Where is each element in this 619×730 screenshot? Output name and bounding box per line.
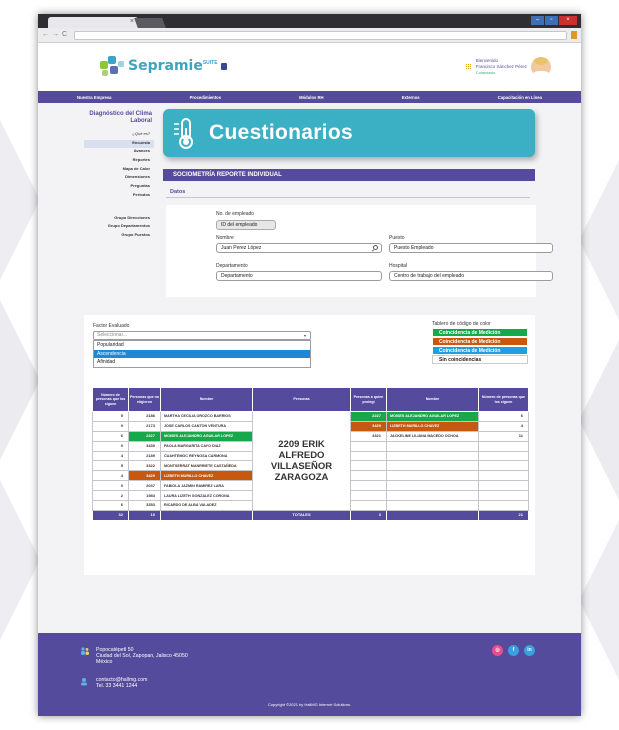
main-content — [38, 103, 581, 633]
sociometry-panel — [84, 315, 535, 575]
cell-protected-name — [387, 441, 479, 451]
cell-id: 2189 — [129, 451, 161, 461]
cell-protected-id — [351, 451, 387, 461]
factor-option-ascendencia[interactable]: Ascendencia — [94, 350, 310, 359]
new-tab-button[interactable] — [134, 18, 166, 28]
user-name[interactable]: Francisco Sánchez Pérez — [475, 64, 527, 69]
people-icon — [80, 647, 90, 656]
cell-id: 3353 — [129, 501, 161, 511]
cell-protected-name — [387, 501, 479, 511]
cell-followers: 4 — [93, 471, 129, 481]
legend-item-none: Sin coincidencias — [432, 355, 528, 364]
factor-option-afinidad[interactable]: Afinidad — [97, 359, 116, 365]
col-header: Nombre — [387, 388, 479, 412]
sidebar-item-avances[interactable]: Avances — [133, 148, 150, 154]
cell-followers: 0 — [93, 441, 129, 451]
chevron-down-icon: ▾ — [303, 333, 306, 338]
hospital-label: Hospital — [389, 263, 408, 269]
total-left-followers: 32 — [93, 510, 129, 520]
cell-id: 3429 — [129, 471, 161, 481]
cell-name: RICARDO DE ALBA VALADEZ — [161, 501, 253, 511]
factor-options — [93, 340, 311, 368]
cell-followers: 4 — [93, 451, 129, 461]
sidebar-item-grupo-direcciones[interactable]: Grupo Direcciones — [114, 214, 150, 220]
col-header: Nombre — [161, 388, 253, 412]
legend-item-blue: Coincidencia de Medición — [432, 346, 528, 355]
cell-id: 1983 — [129, 491, 161, 501]
cell-protected-name — [387, 491, 479, 501]
nombre-field[interactable] — [216, 243, 382, 253]
logo[interactable] — [96, 53, 227, 79]
address-line-1: Popocatépetl 50 — [96, 647, 134, 653]
tab-close-icon[interactable]: × — [129, 18, 134, 25]
logo-suffix: SUITE — [202, 60, 218, 66]
browser-titlebar — [38, 14, 581, 28]
factor-label: Factor Evaluado — [93, 323, 130, 329]
cell-protected-followers: 11 — [479, 431, 529, 441]
cell-protected-id: 3321 — [351, 431, 387, 441]
nav-item-modulos-rh[interactable]: Módulos RH — [299, 94, 324, 100]
sidebar-item-dimensiones[interactable]: Dimensiones — [125, 174, 150, 180]
contact-phone: Tel. 33 3441 1244 — [96, 683, 138, 689]
cell-id: 2227 — [129, 431, 161, 441]
color-legend — [432, 321, 528, 364]
social-links — [492, 645, 535, 656]
legend-item-orange: Coincidencia de Medición — [432, 337, 528, 346]
datos-divider — [166, 197, 530, 198]
cell-id: 2186 — [129, 412, 161, 422]
cell-protected-id — [351, 471, 387, 481]
logo-mark-icon — [96, 53, 128, 79]
cell-protected-name — [387, 451, 479, 461]
cell-followers: 2 — [93, 491, 129, 501]
sidebar-item-encuesta[interactable]: Encuesta — [84, 140, 154, 149]
cell-protected-id: 2227 — [351, 412, 387, 422]
avatar[interactable] — [531, 57, 551, 77]
nav-item-empresa[interactable]: Nuestra Empresa — [77, 94, 112, 100]
factor-placeholder: Seleccionar... — [97, 332, 128, 338]
cell-protected-followers: 6 — [479, 412, 529, 422]
selected-person: 2209 ERIK ALFREDO VILLASEÑOR ZARAGOZA — [253, 412, 351, 511]
cell-name: PAOLA MARGARITA CAYO DIAZ — [161, 441, 253, 451]
user-status: Conectado — [475, 70, 496, 75]
totals-row — [93, 510, 529, 520]
section-title: SOCIOMETRÍA REPORTE INDIVIDUAL — [163, 169, 535, 181]
cell-protected-followers — [479, 471, 529, 481]
cell-protected-name: MOISES ALEJANDRO AGUILAR LOPEZ — [387, 412, 479, 422]
cell-protected-followers — [479, 481, 529, 491]
window-controls — [531, 16, 577, 25]
legend-item-green: Coincidencia de Medición — [432, 328, 528, 337]
cell-name: CUAHTEMOC REYNOSA CARMONA — [161, 451, 253, 461]
nav-arrows-icon[interactable]: ←→C — [42, 31, 71, 38]
sidebar-item-grupo-departamentos[interactable]: Grupo Departamentos — [107, 223, 150, 229]
site — [38, 43, 581, 716]
table-row — [93, 412, 529, 422]
browser-tab[interactable] — [48, 17, 138, 28]
cell-followers: 0 — [93, 481, 129, 491]
nav-item-procedimientos[interactable]: Procedimientos — [189, 94, 222, 100]
cell-protected-id — [351, 491, 387, 501]
search-icon[interactable] — [373, 245, 378, 250]
no-empleado-field[interactable]: ID del empleado — [216, 220, 276, 230]
nombre-value: Juan Perez López — [221, 245, 262, 251]
main-nav — [38, 91, 581, 103]
linkedin-icon[interactable]: in — [524, 645, 535, 656]
cell-protected-followers — [479, 501, 529, 511]
nav-item-externos[interactable]: Externos — [401, 94, 420, 100]
col-header: Personas — [253, 388, 351, 412]
cell-followers: 5 — [93, 461, 129, 471]
sociometry-table — [92, 387, 529, 521]
cell-id: 3430 — [129, 441, 161, 451]
page-banner — [163, 109, 535, 157]
total-left-ids: 10 — [129, 510, 161, 520]
cell-protected-name: JACKELINE LILIANA MACEDO OCHOA — [387, 431, 479, 441]
cell-followers: 6 — [93, 501, 129, 511]
col-header: Personas a quien protegi — [351, 388, 387, 412]
cell-protected-id: 3429 — [351, 421, 387, 431]
greeting: Bienvenido — [475, 58, 498, 63]
copyright: Copyright ©2021 by HallMG Internet Solutions. — [267, 702, 352, 707]
address-line-3: México — [96, 659, 113, 665]
footer-contact — [80, 677, 147, 689]
cell-name: MARTHA CECILIA OROZCO BARRIOS — [161, 412, 253, 422]
cell-protected-id — [351, 481, 387, 491]
cell-followers: 5 — [93, 412, 129, 422]
cell-name: JOSE CARLOS CANTON VENTURA — [161, 421, 253, 431]
thermometer-icon — [169, 116, 203, 150]
nav-item-capacitacion[interactable]: Capacitación en Línea — [497, 94, 542, 100]
total-blank — [161, 510, 253, 520]
user-area[interactable] — [466, 57, 551, 77]
contact-email[interactable]: contacto@hallmg.com — [96, 677, 148, 683]
cell-id: 3322 — [129, 461, 161, 471]
puesto-label: Puesto — [389, 235, 405, 241]
col-header: Número de personas que los siguen — [479, 388, 529, 412]
sidebar-item-reportes[interactable]: Reportes — [132, 157, 150, 163]
address-line-2: Ciudad del Sol, Zapopan, Jalisco 45050 — [96, 653, 188, 659]
maximize-button[interactable]: ▫ — [545, 16, 558, 25]
total-blank — [387, 510, 479, 520]
cell-protected-followers — [479, 491, 529, 501]
cell-name: LIZBETH MURILLO CHAVEZ — [161, 471, 253, 481]
cell-id: 2037 — [129, 481, 161, 491]
browser-menu-icon[interactable] — [571, 31, 577, 39]
totals-label: TOTALES — [253, 510, 351, 520]
legend-title: Tablero de código de color — [432, 321, 491, 327]
cell-name: LAURA LIZETH GONZALEZ CORONA — [161, 491, 253, 501]
employee-form — [166, 205, 536, 297]
sidebar-item-preguntas[interactable]: Preguntas — [130, 183, 150, 189]
cell-protected-id — [351, 441, 387, 451]
close-window-button[interactable]: × — [559, 16, 577, 25]
cell-followers: 6 — [93, 431, 129, 441]
sidebar-item-grupo-puestos[interactable]: Grupo Puestos — [121, 231, 150, 237]
url-input[interactable] — [74, 31, 567, 40]
sidebar-title: Diagnóstico del Clima Laboral — [89, 111, 152, 124]
cell-protected-followers — [479, 451, 529, 461]
departamento-field[interactable]: Departamento — [216, 271, 382, 281]
contact-icon — [80, 677, 90, 686]
user-info — [476, 58, 527, 76]
sidebar — [84, 111, 154, 241]
table-header-row — [93, 388, 529, 412]
nombre-label: Nombre — [216, 235, 234, 241]
cell-protected-name — [387, 461, 479, 471]
instagram-icon[interactable]: ◎ — [492, 645, 503, 656]
facebook-icon[interactable]: f — [508, 645, 519, 656]
cell-name: MOISES ALEJANDRO AGUILAR LOPEZ — [161, 431, 253, 441]
cell-protected-followers — [479, 441, 529, 451]
total-right-followers: 21 — [479, 510, 529, 520]
cell-protected-name — [387, 471, 479, 481]
cell-name: MONTSERRAT MANRRIETE CASTAÑEDA — [161, 461, 253, 471]
factor-option-popularidad[interactable]: Popularidad — [97, 342, 124, 348]
page-title: Cuestionarios — [209, 121, 353, 144]
factor-select[interactable] — [93, 331, 311, 340]
puesto-field[interactable]: Puesto Empleado — [389, 243, 553, 253]
cell-name: FABIOLA JAZMIN RAMIREZ LARA — [161, 481, 253, 491]
col-header: Personas que no eligieron — [129, 388, 161, 412]
departamento-label: Departamento — [216, 263, 248, 269]
cell-id: 2173 — [129, 421, 161, 431]
cell-protected-name — [387, 481, 479, 491]
cell-protected-id — [351, 461, 387, 471]
minimize-button[interactable]: – — [531, 16, 544, 25]
col-header: Número de personas que los siguen — [93, 388, 129, 412]
hospital-field[interactable]: Centro de trabajo del empleado — [389, 271, 553, 281]
cell-protected-id — [351, 501, 387, 511]
cell-protected-followers — [479, 461, 529, 471]
address-bar — [38, 28, 581, 43]
datos-label: Datos — [170, 189, 186, 195]
site-header — [38, 43, 581, 91]
no-empleado-label: No. de empleado — [216, 211, 255, 217]
sidebar-item-mapa-calor[interactable]: Mapa de Calor — [122, 165, 150, 171]
site-footer — [38, 633, 581, 716]
sidebar-item-que-es[interactable]: ¿Qué es? — [132, 131, 150, 136]
apps-grid-icon[interactable] — [466, 64, 472, 70]
footer-address — [80, 647, 188, 665]
logo-text: Sepramie — [128, 58, 203, 74]
sidebar-item-periodos[interactable]: Periodos — [132, 191, 150, 197]
logo-badge-icon — [221, 63, 227, 70]
cell-followers: 0 — [93, 421, 129, 431]
total-right-ids: 3 — [351, 510, 387, 520]
cell-protected-name: LIZBETH MURILLO CHAVEZ — [387, 421, 479, 431]
cell-protected-followers: 4 — [479, 421, 529, 431]
browser-window — [38, 14, 581, 716]
